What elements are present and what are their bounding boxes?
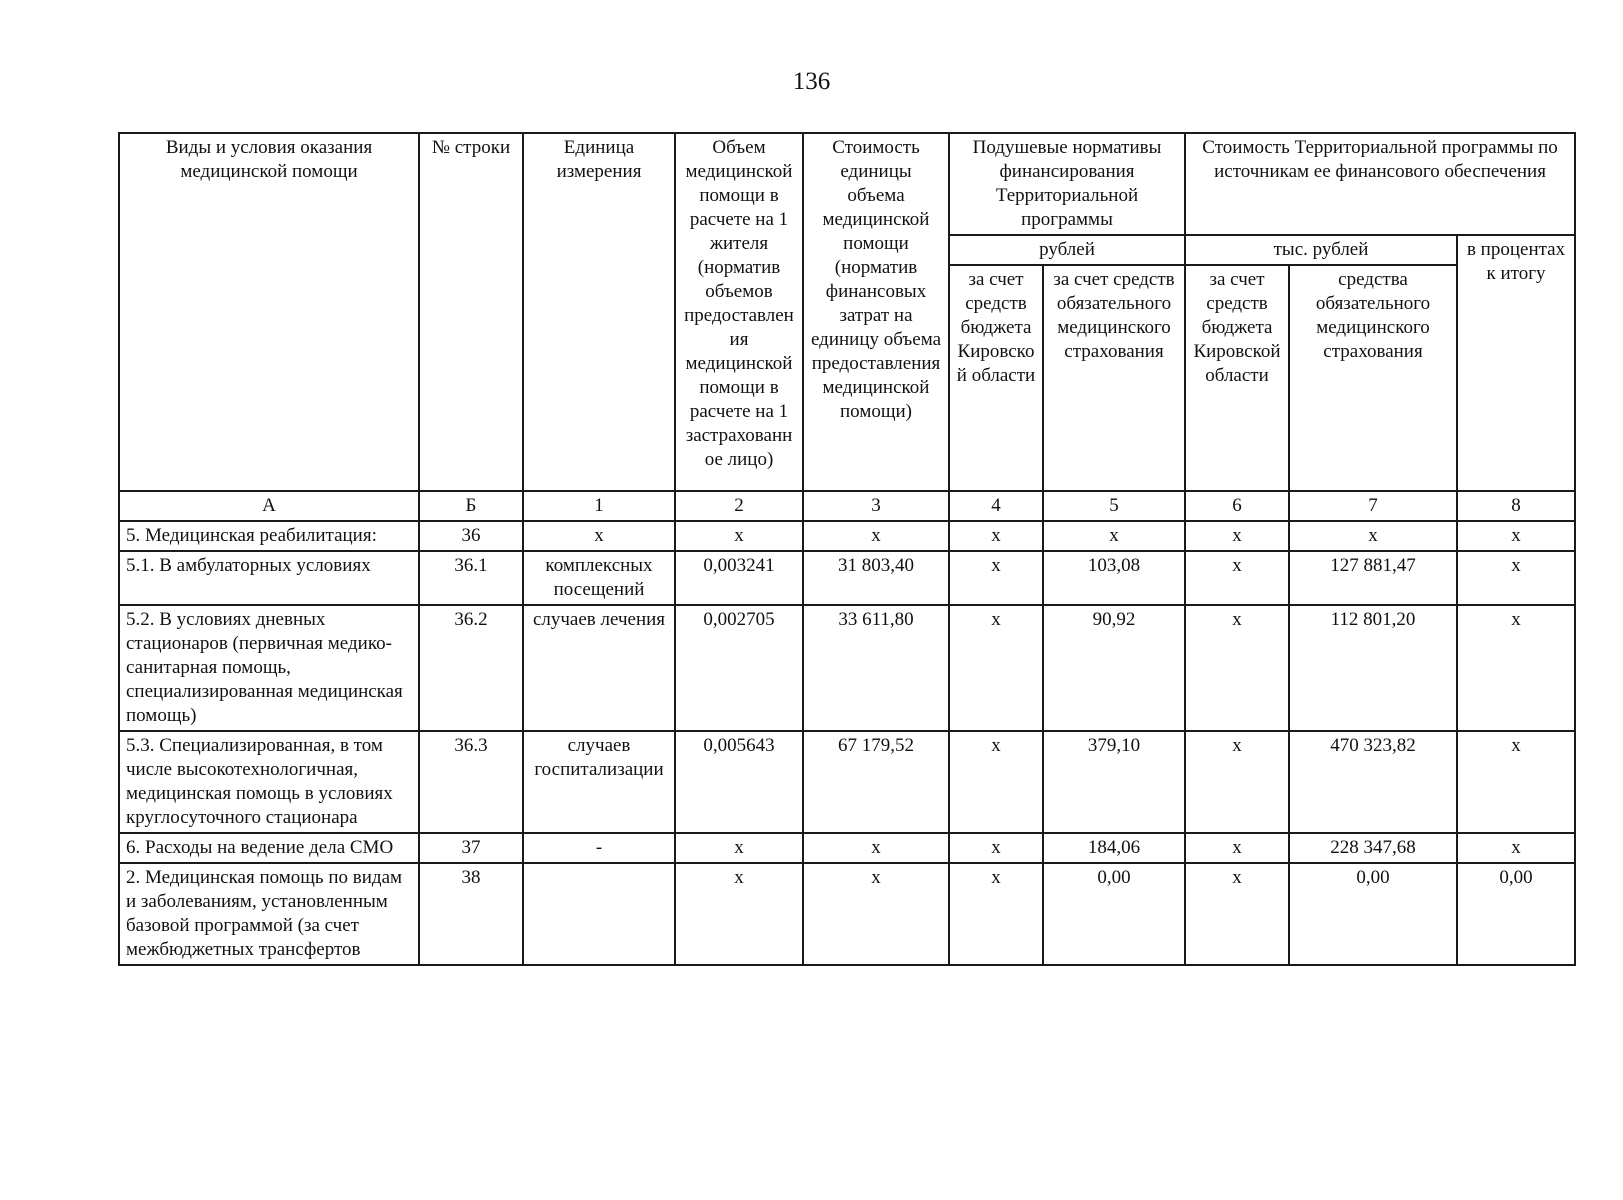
row-unit: - xyxy=(523,833,675,863)
column-number: А xyxy=(119,491,419,521)
header-kinds: Виды и условия оказания медицинской помощи xyxy=(119,133,419,491)
row-oms: 379,10 xyxy=(1043,731,1185,833)
row-cost: 31 803,40 xyxy=(803,551,949,605)
table-row xyxy=(119,833,1575,863)
row-oms: 90,92 xyxy=(1043,605,1185,731)
table-row xyxy=(119,551,1575,605)
header-program-cost-group: Стоимость Территориальной программы по источникам ее финансового обеспечения xyxy=(1185,133,1575,235)
header-per-capita-group: Подушевые нормативы финансирования Территориальной программы xyxy=(949,133,1185,235)
row-number: 36.3 xyxy=(419,731,523,833)
row-name: 5.1. В амбулаторных условиях xyxy=(119,551,419,605)
row-oms: 103,08 xyxy=(1043,551,1185,605)
header-oms: за счет средств обязательного медицинского страхования xyxy=(1043,265,1185,491)
column-number: 3 xyxy=(803,491,949,521)
table-row xyxy=(119,605,1575,731)
header-budget-k: за счет средств бюджета Кировской области xyxy=(1185,265,1289,491)
row-budget-k: х xyxy=(1185,833,1289,863)
row-unit: комплексных посещений xyxy=(523,551,675,605)
table-row xyxy=(119,521,1575,551)
row-name: 5.2. В условиях дневных стационаров (первичная медико-санитарная помощь, специализированная медицинская помощь) xyxy=(119,605,419,731)
row-budget: х xyxy=(949,833,1043,863)
row-percent: 0,00 xyxy=(1457,863,1575,965)
row-volume: х xyxy=(675,833,803,863)
header-volume: Объем медицинской помощи в расчете на 1 жителя (норматив объемов предоставления медицинской помощи в расчете на 1 застрахованное лицо) xyxy=(675,133,803,491)
row-budget: х xyxy=(949,521,1043,551)
row-budget-k: х xyxy=(1185,551,1289,605)
column-number: 7 xyxy=(1289,491,1457,521)
row-oms-k: 112 801,20 xyxy=(1289,605,1457,731)
row-budget-k: х xyxy=(1185,863,1289,965)
row-number: 36 xyxy=(419,521,523,551)
row-percent: х xyxy=(1457,731,1575,833)
row-unit xyxy=(523,863,675,965)
row-number: 36.1 xyxy=(419,551,523,605)
row-oms-k: х xyxy=(1289,521,1457,551)
row-number: 36.2 xyxy=(419,605,523,731)
header-unit-thousand-rubles: тыс. рублей xyxy=(1185,235,1457,265)
row-volume: 0,002705 xyxy=(675,605,803,731)
row-oms: х xyxy=(1043,521,1185,551)
row-percent: х xyxy=(1457,521,1575,551)
row-cost: 67 179,52 xyxy=(803,731,949,833)
row-oms-k: 0,00 xyxy=(1289,863,1457,965)
column-number: 1 xyxy=(523,491,675,521)
column-number: 2 xyxy=(675,491,803,521)
row-name: 5. Медицинская реабилитация: xyxy=(119,521,419,551)
header-oms-k: средства обязательного медицинского страхования xyxy=(1289,265,1457,491)
row-cost: х xyxy=(803,833,949,863)
page-number: 136 xyxy=(792,68,831,95)
row-budget: х xyxy=(949,863,1043,965)
row-budget: х xyxy=(949,731,1043,833)
row-name: 2. Медицинская помощь по видам и заболеваниям, установленным базовой программой (за счет межбюджетных трансфертов xyxy=(119,863,419,965)
row-budget-k: х xyxy=(1185,521,1289,551)
row-budget-k: х xyxy=(1185,605,1289,731)
row-unit: случаев лечения xyxy=(523,605,675,731)
column-numbers-row xyxy=(119,491,1575,521)
row-number: 38 xyxy=(419,863,523,965)
row-cost: х xyxy=(803,521,949,551)
table-row xyxy=(119,863,1575,965)
row-volume: 0,005643 xyxy=(675,731,803,833)
row-budget: х xyxy=(949,551,1043,605)
row-oms: 0,00 xyxy=(1043,863,1185,965)
row-oms-k: 228 347,68 xyxy=(1289,833,1457,863)
row-percent: х xyxy=(1457,833,1575,863)
column-number: 5 xyxy=(1043,491,1185,521)
table-row xyxy=(119,731,1575,833)
header-cost: Стоимость единицы объема медицинской помощи (норматив финансовых затрат на единицу объема предоставления медицинской помощи) xyxy=(803,133,949,491)
header-row-1 xyxy=(119,133,1575,235)
row-cost: х xyxy=(803,863,949,965)
row-name: 5.3. Специализированная, в том числе высокотехнологичная, медицинская помощь в условиях круглосуточного стационара xyxy=(119,731,419,833)
row-number: 37 xyxy=(419,833,523,863)
row-name: 6. Расходы на ведение дела СМО xyxy=(119,833,419,863)
row-cost: 33 611,80 xyxy=(803,605,949,731)
column-number: 4 xyxy=(949,491,1043,521)
row-oms-k: 127 881,47 xyxy=(1289,551,1457,605)
row-oms: 184,06 xyxy=(1043,833,1185,863)
row-budget-k: х xyxy=(1185,731,1289,833)
header-row-no: № строки xyxy=(419,133,523,491)
column-number: 6 xyxy=(1185,491,1289,521)
row-percent: х xyxy=(1457,551,1575,605)
header-unit: Единица измерения xyxy=(523,133,675,491)
program-cost-table xyxy=(118,132,1576,966)
header-budget: за счет средств бюджета Кировской области xyxy=(949,265,1043,491)
row-volume: 0,003241 xyxy=(675,551,803,605)
header-unit-rubles: рублей xyxy=(949,235,1185,265)
row-oms-k: 470 323,82 xyxy=(1289,731,1457,833)
row-unit: х xyxy=(523,521,675,551)
column-number: Б xyxy=(419,491,523,521)
header-percent: в процентах к итогу xyxy=(1457,235,1575,491)
row-budget: х xyxy=(949,605,1043,731)
row-volume: х xyxy=(675,521,803,551)
row-volume: х xyxy=(675,863,803,965)
column-number: 8 xyxy=(1457,491,1575,521)
row-unit: случаев госпитализации xyxy=(523,731,675,833)
row-percent: х xyxy=(1457,605,1575,731)
